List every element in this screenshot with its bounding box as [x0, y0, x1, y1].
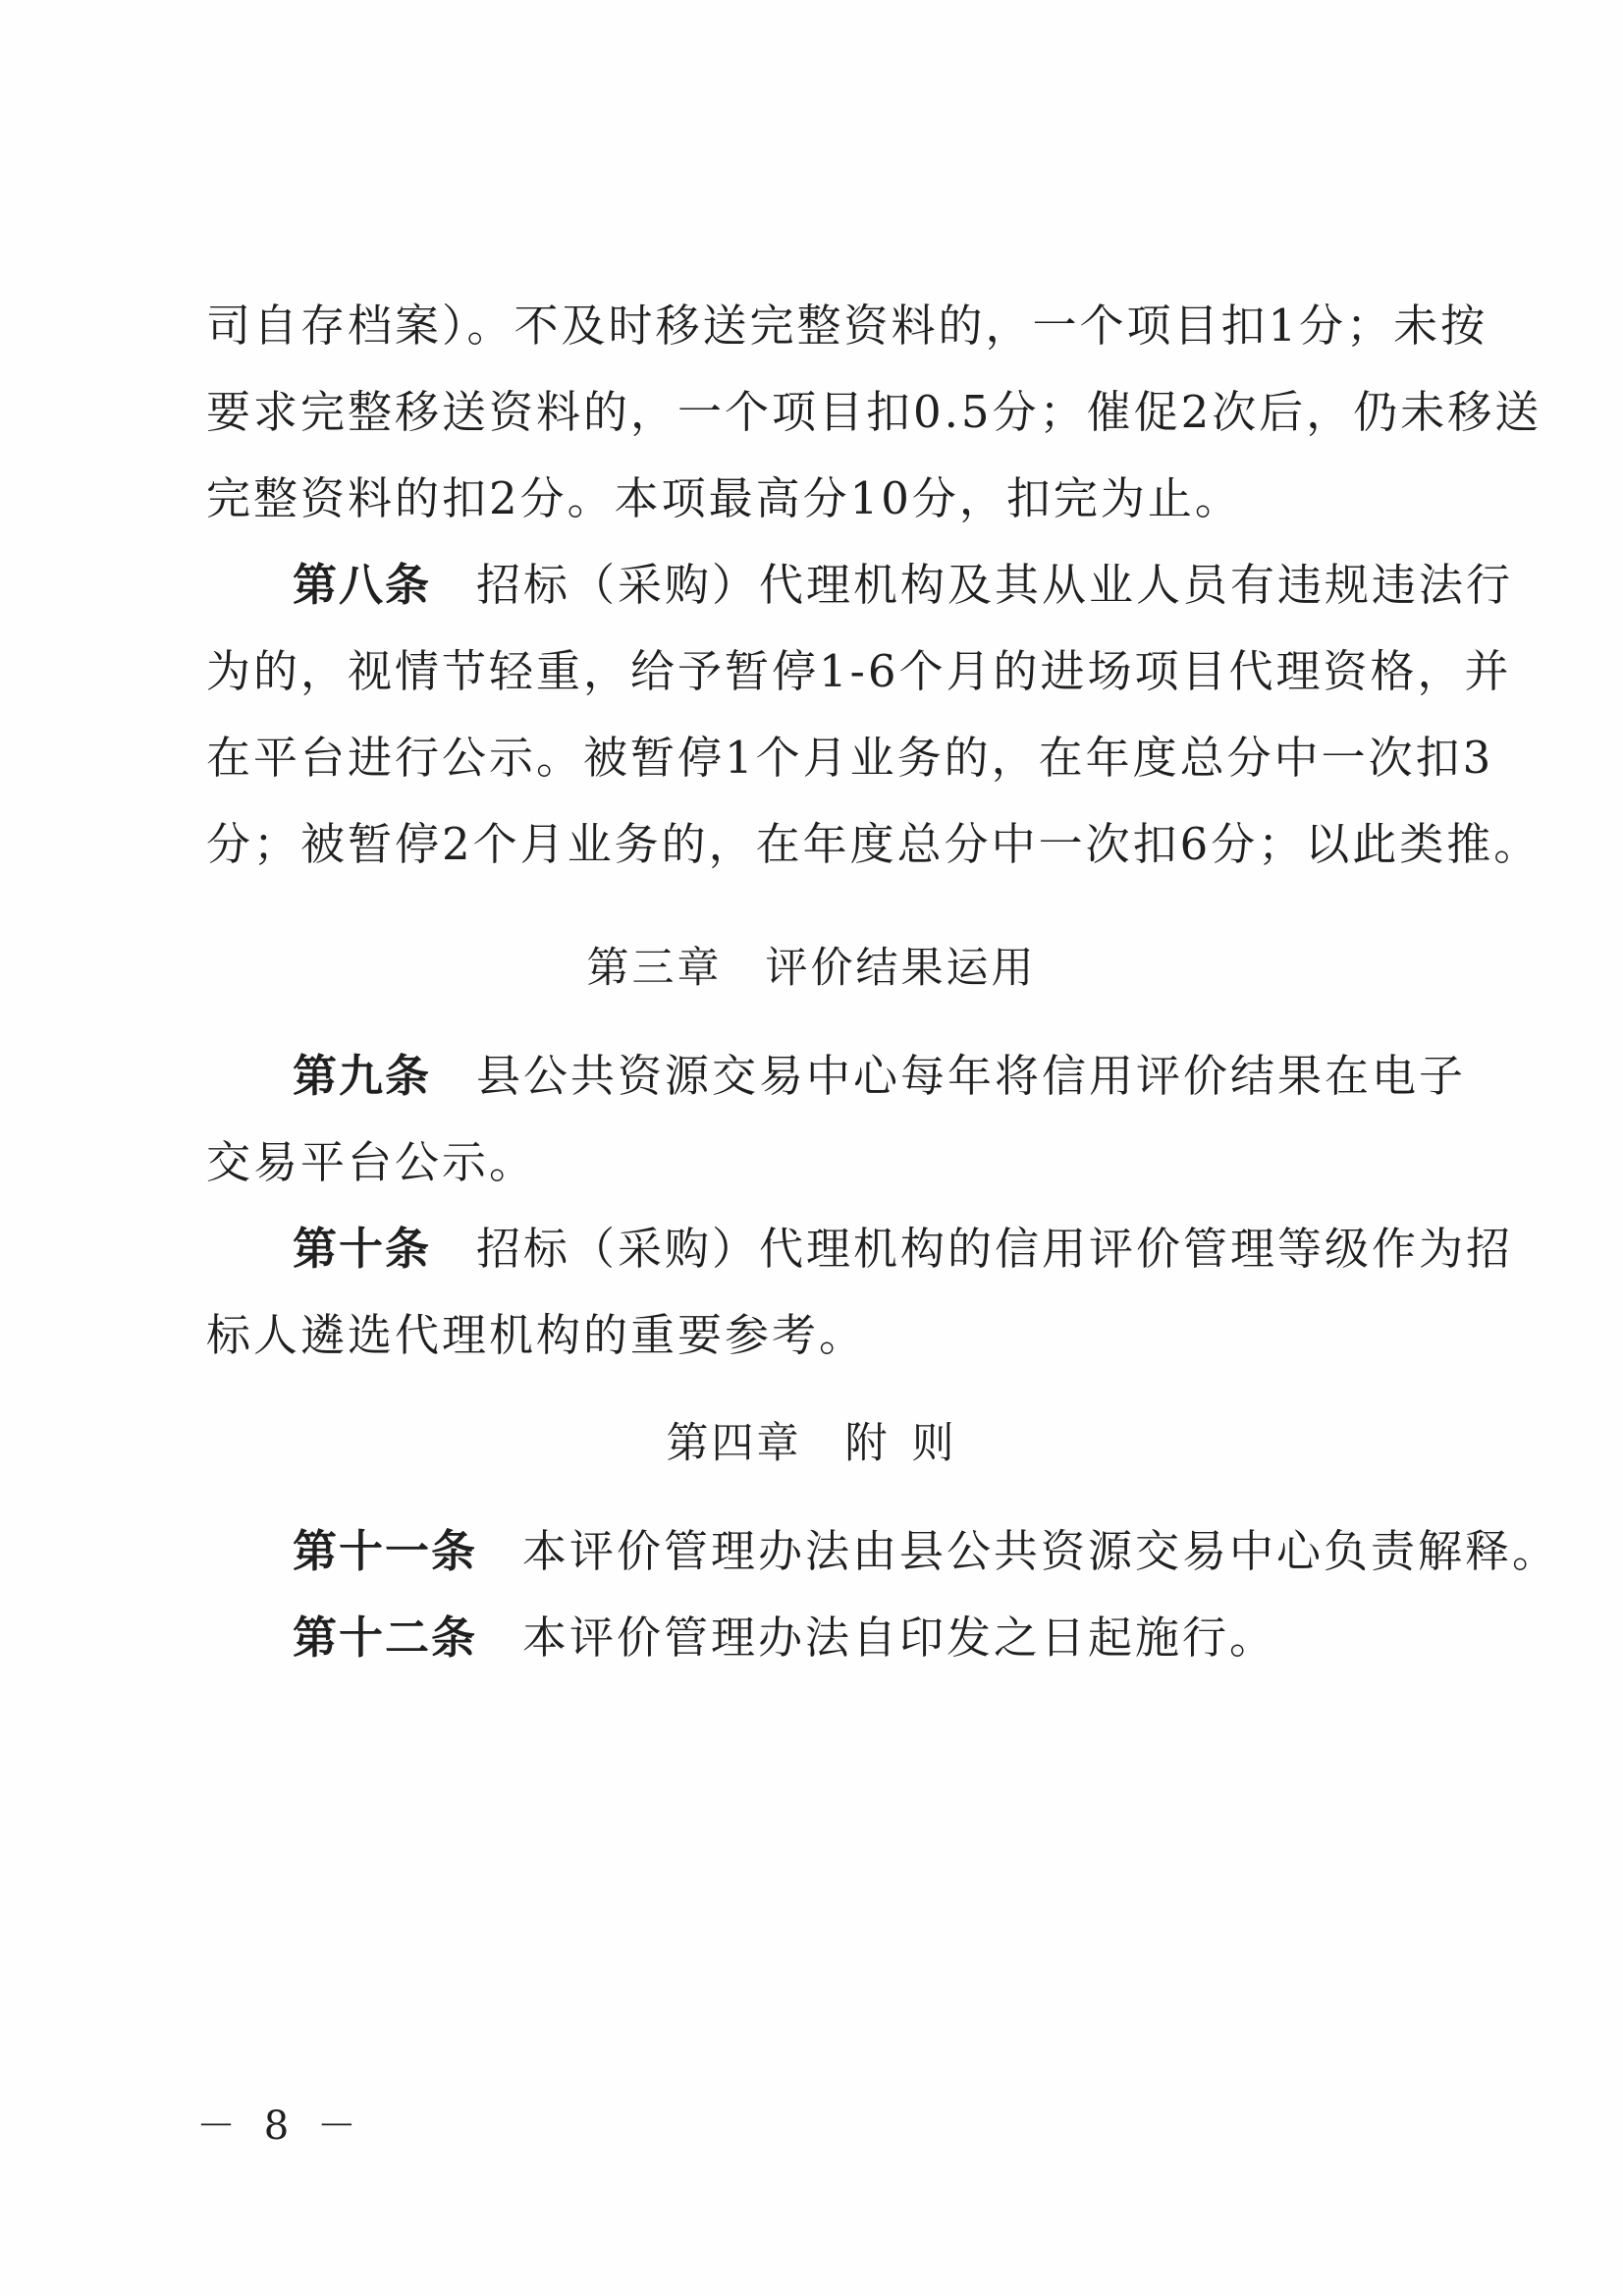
chapter-4-heading [0, 1416, 1623, 1471]
article-text: 本评价管理办法自印发之日起施行。 [522, 1612, 1277, 1664]
chapter-title: 评价结果运用 [765, 944, 1037, 993]
article-label: 第九条 [293, 1050, 432, 1102]
paragraph-line: 司自存档案）。不及时移送完整资料的，一个项目扣1分；未按 [206, 300, 1488, 352]
article-text: 县公共资源交易中心每年将信用评价结果在电子 [476, 1050, 1467, 1102]
article-label: 第十条 [293, 1223, 432, 1275]
article-text: 本评价管理办法由县公共资源交易中心负责解释。 [522, 1525, 1560, 1577]
chapter-3-heading [0, 941, 1623, 996]
paragraph-line: 标人遴选代理机构的重要参考。 [206, 1309, 867, 1361]
paragraph-line: 为的，视情节轻重，给予暂停1-6个月的进场项目代理资格，并 [206, 645, 1512, 697]
chapter-title-part: 附 [844, 1419, 891, 1468]
chapter-title-part: 则 [911, 1419, 957, 1468]
article-label: 第十一条 [293, 1525, 478, 1577]
article-8-first-line [293, 558, 1514, 613]
paragraph-line: 要求完整移送资料的，一个项目扣0.5分；催促2次后，仍未移送 [206, 386, 1542, 438]
paragraph-line: 分；被暂停2个月业务的，在年度总分中一次扣6分；以此类推。 [206, 818, 1542, 870]
paragraph-line: 在平台进行公示。被暂停1个月业务的，在年度总分中一次扣3 [206, 732, 1494, 784]
chapter-number: 第四章 [666, 1419, 802, 1468]
paragraph-line: 交易平台公示。 [206, 1136, 537, 1188]
article-10-first-line [293, 1222, 1514, 1277]
article-label: 第十二条 [293, 1612, 478, 1664]
chapter-number: 第三章 [586, 944, 723, 993]
page-number: － 8 － [196, 2104, 364, 2149]
article-9-first-line [293, 1049, 1467, 1104]
article-12-line [293, 1611, 1404, 1666]
article-label: 第八条 [293, 559, 432, 611]
article-11-line [293, 1524, 1560, 1579]
paragraph-line: 完整资料的扣2分。本项最高分10分，扣完为止。 [206, 472, 1242, 524]
article-text: 招标（采购）代理机构及其从业人员有违规违法行 [476, 559, 1514, 611]
article-text: 招标（采购）代理机构的信用评价管理等级作为招 [476, 1223, 1514, 1275]
